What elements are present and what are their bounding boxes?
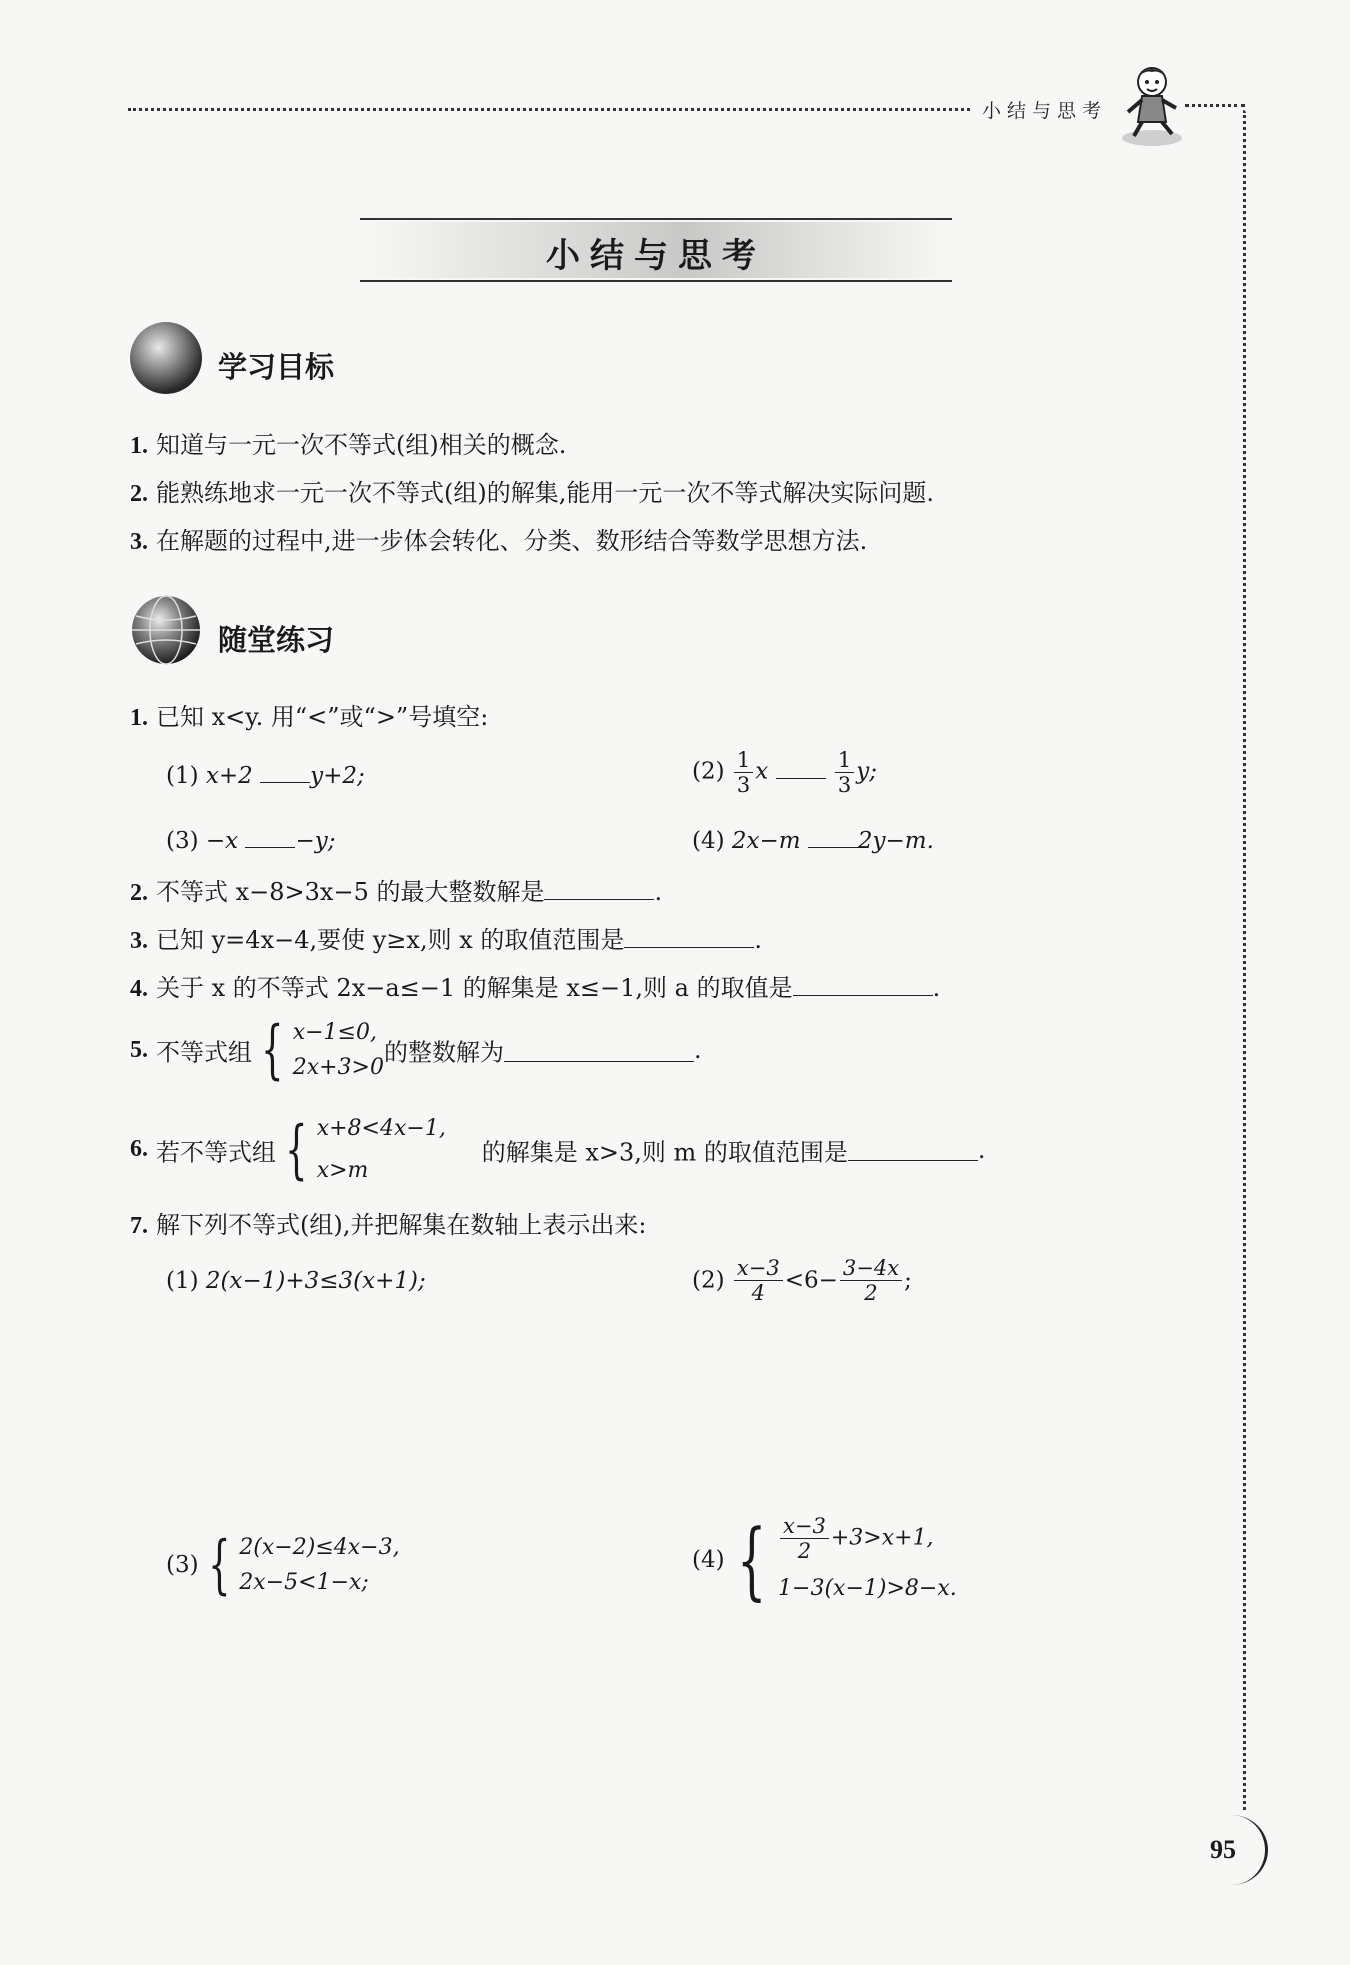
q1-part-1: (1) x+2 y+2; xyxy=(166,760,365,789)
q7-part-3: (3) { 2(x−2)≤4x−3, 2x−5<1−x; xyxy=(166,1528,400,1603)
q7-part-1: (1) 2(x−1)+3≤3(x+1); xyxy=(166,1268,426,1294)
answer-blank[interactable] xyxy=(245,825,295,848)
inequality-system: x−1≤0, 2x+3>0 xyxy=(292,1020,384,1081)
page-title: 小结与思考 xyxy=(546,236,766,276)
title-rule-top xyxy=(360,218,952,220)
header-dotted-rule xyxy=(128,108,970,111)
answer-blank[interactable] xyxy=(504,1039,694,1062)
fraction: $\frac{1}{3}$ xyxy=(835,748,854,797)
goal-item: 2. 能熟练地求一元一次不等式(组)的解集,能用一元一次不等式解决实际问题. xyxy=(130,479,934,507)
sphere-icon xyxy=(130,322,202,394)
answer-blank[interactable] xyxy=(544,877,654,900)
title-rule-bottom xyxy=(360,280,952,282)
question-5: 5. 不等式组 { x−1≤0, 2x+3>0 的整数解为 . xyxy=(130,1013,702,1088)
cartoon-boy-mascot-icon xyxy=(1112,60,1192,150)
section-heading-goals: 学习目标 xyxy=(218,350,335,384)
answer-blank[interactable] xyxy=(793,973,933,996)
answer-blank[interactable] xyxy=(624,925,754,948)
goal-item: 1. 知道与一元一次不等式(组)相关的概念. xyxy=(130,431,567,459)
answer-blank[interactable] xyxy=(848,1138,978,1161)
right-margin-dotted-rule xyxy=(1243,110,1246,1810)
running-title: 小结与思考 xyxy=(982,100,1108,122)
inequality-system: $\frac{x-3}{2}$ +3>x+1, 1−3(x−1)>8−x. xyxy=(778,1514,957,1602)
header-dotted-rule-right xyxy=(1185,104,1245,107)
question-7: 7. 解下列不等式(组),并把解集在数轴上表示出来: xyxy=(130,1211,647,1239)
fraction: $\frac{x-3}{4}$ xyxy=(734,1256,783,1305)
question-1: 1. 已知 x<y. 用“<”或“>”号填空: xyxy=(130,703,489,731)
section-heading-practice: 随堂练习 xyxy=(218,623,335,657)
q1-part-3: (3) −x −y; xyxy=(166,825,335,854)
answer-blank[interactable] xyxy=(260,760,310,783)
goal-item: 3. 在解题的过程中,进一步体会转化、分类、数形结合等数学思想方法. xyxy=(130,527,868,555)
answer-blank[interactable] xyxy=(808,825,858,848)
inequality-system: 2(x−2)≤4x−3, 2x−5<1−x; xyxy=(239,1535,400,1596)
fraction: $\frac{1}{3}$ xyxy=(734,748,753,797)
q7-part-2: (2) $\frac{x-3}{4}$ <6− $\frac{3-4x}{2}$ ; xyxy=(692,1256,912,1306)
question-2: 2. 不等式 x−8>3x−5 的最大整数解是 . xyxy=(130,878,663,906)
question-6: 6. 若不等式组 { x+8<4x−1, x>m 的解集是 x>3,则 m 的取值范围是 . xyxy=(130,1108,986,1192)
q1-part-4: (4) 2x−m 2y−m. xyxy=(692,825,934,854)
fraction: $\frac{x-3}{2}$ xyxy=(780,1514,829,1563)
answer-blank[interactable] xyxy=(776,756,826,779)
page-number: 95 xyxy=(1210,1835,1236,1864)
question-3: 3. 已知 y=4x−4,要使 y≥x,则 x 的取值范围是 . xyxy=(130,926,763,954)
q7-part-4: (4) { $\frac{x-3}{2}$ +3>x+1, 1−3(x−1)>8−x. xyxy=(692,1511,957,1610)
fraction: $\frac{3-4x}{2}$ xyxy=(840,1256,902,1305)
question-4: 4. 关于 x 的不等式 2x−a≤−1 的解集是 x≤−1,则 a 的取值是 . xyxy=(130,974,941,1002)
q1-part-2: (2) $\frac{1}{3}$ x $\frac{1}{3}$ y; xyxy=(692,748,878,798)
globe-icon xyxy=(130,594,202,666)
inequality-system: x+8<4x−1, x>m xyxy=(316,1116,446,1183)
